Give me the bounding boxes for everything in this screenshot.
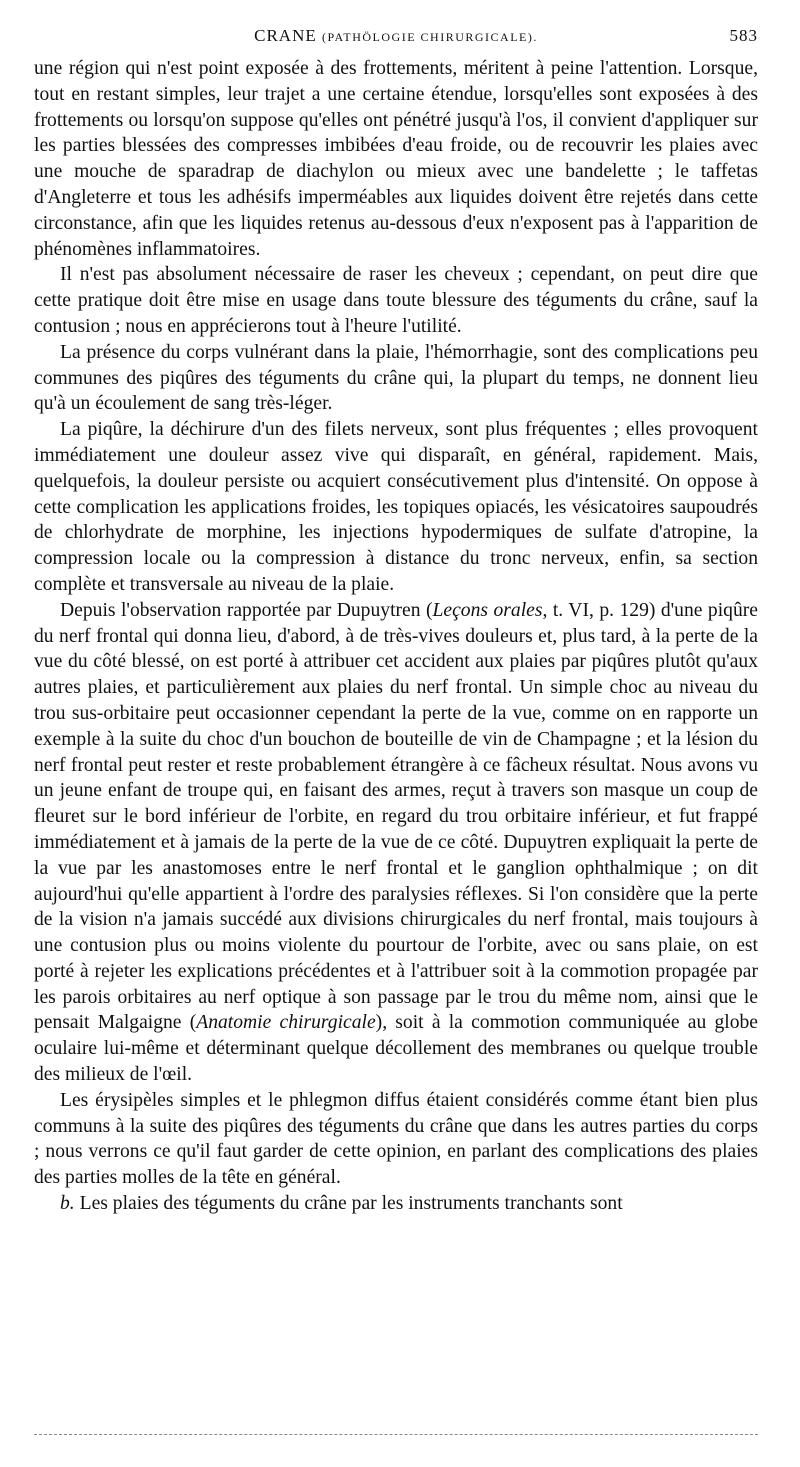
running-title: [34, 26, 758, 46]
citation-lecons-orales: Leçons orales: [432, 599, 543, 621]
paragraph-1: une région qui n'est point exposée à des frottements, méritent à peine l'attention. Lorsque, tout en restant simples, leur trajet a une certaine étendue, lorsqu'elles sont exposées à des frottements ou lorsqu'on suppose qu'elles ont pénétré jusqu'à l'os, il convient d'appliquer sur les parties blessées des compresses imbibées d'eau froide, ou de recouvrir les plaies avec une mouche de sparadrap de diachylon ou mieux avec une bandelette ; le taffetas d'Angleterre et tous les adhésifs imperméables aux liquides doivent être rejetés dans cette circonstance, afin que les liquides retenus au-dessous d'eux n'exposent pas à l'apparition de phénomènes inflammatoires.: [34, 58, 758, 260]
footer-rule: [34, 1434, 758, 1435]
header-subtitle: (PATHÖLOGIE CHIRURGICALE).: [321, 30, 538, 44]
paragraph-7: [34, 1191, 758, 1217]
paragraph-5-part-1: Depuis l'observation rapportée par Dupuytren (: [60, 599, 433, 621]
paragraph-5-part-2: , t. VI, p. 129) d'une piqûre du nerf frontal qui donna lieu, d'abord, à de très-vives douleurs et, plus tard, à la perte de la vue du côté blessé, on est porté à attribuer cet accident aux plaies par piqûres plutôt qu'aux autres plaies, et particulièrement aux plaies du nerf frontal. Un simple choc au niveau du trou sus-orbitaire peut occasionner cependant la perte de la vue, comme on en rapporte un exemple à la suite du choc d'un bouchon de bouteille de vin de Champagne ; et la lésion du nerf frontal peut rester et reste probablement étrangère à ce fâcheux résultat. Nous avons vu un jeune enfant de troupe qui, en faisant des armes, reçut à travers son masque un coup de fleuret sur le bord inférieur de l'orbite, en regard du trou orbitaire inférieur, et fut frappé immédiatement et à jamais de la perte de la vue de ce côté. Dupuytren expliquait la perte de la vue par les anastomoses entre le nerf frontal et le ganglion ophthalmique ; on dit aujourd'hui qu'elle appartient à l'ordre des paralysies réflexes. Si l'on considère que la perte de la vision n'a jamais succédé aux divisions chirurgicales du nerf frontal, mais toujours à une contusion plus ou moins violente du pourtour de l'orbite, avec ou sans plaie, on est porté à rejeter les explications précédentes et à l'attribuer soit à la commotion propagée par les parois orbitaires au nerf optique à son passage par le trou du même nom, ainsi que le pensait Malgaigne (: [34, 599, 758, 1034]
section-letter-b: b.: [60, 1193, 75, 1215]
running-header: [34, 26, 758, 56]
paragraph-2: Il n'est pas absolument nécessaire de raser les cheveux ; cependant, on peut dire que cette pratique doit être mise en usage dans toute blessure des téguments du crâne, sauf la contusion ; nous en apprécierons tout à l'heure l'utilité.: [34, 264, 758, 337]
header-title: CRANE: [254, 26, 317, 45]
paragraph-6: Les érysipèles simples et le phlegmon diffus étaient considérés comme étant bien plus communs à la suite des piqûres des téguments du crâne que dans les autres parties du corps ; nous verrons ce qu'il faut garder de cette opinion, en parlant des complications des plaies des parties molles de la tête en général.: [34, 1089, 758, 1189]
body-text: [34, 56, 758, 1217]
paragraph-3: La présence du corps vulnérant dans la plaie, l'hémorrhagie, sont des complications peu communes des piqûres des téguments du crâne qui, la plupart du temps, ne donnent lieu qu'à un écoulement de sang très-léger.: [34, 341, 758, 415]
page: [34, 26, 758, 1217]
paragraph-4: La piqûre, la déchirure d'un des filets nerveux, sont plus fréquentes ; elles provoquent immédiatement une douleur assez vive qui disparaît, en général, rapidement. Mais, quelquefois, la douleur persiste ou acquiert consécutivement plus d'intensité. On oppose à cette complication les applications froides, les topiques opiacés, les vésicatoires saupoudrés de chlorhydrate de morphine, les injections hypodermiques de sulfate d'atropine, la compression locale ou la compression à distance du tronc nerveux, enfin, sa section complète et transversale au niveau de la plaie.: [34, 419, 758, 595]
page-number: 583: [729, 26, 758, 45]
paragraph-5: [34, 598, 758, 1088]
citation-anatomie-chirurgicale: Anatomie chirurgicale: [196, 1012, 376, 1034]
paragraph-7-text: Les plaies des téguments du crâne par les instruments tranchants sont: [74, 1193, 623, 1215]
paragraph-5-part-3: ), soit à la commotion communiquée au globe oculaire lui-même et déterminant quelque décollement des membranes ou quelque trouble des milieux de l'œil.: [34, 1012, 758, 1086]
